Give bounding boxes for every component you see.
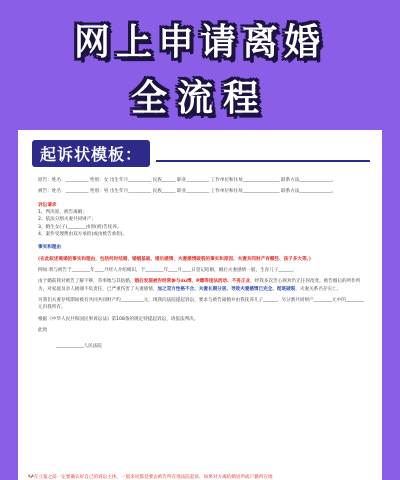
facts-text: ，夫妻关系名存实亡。 [295,286,342,292]
claim-item: 4、案件受理费由双方承担(或由被告承担)。 [38,232,128,238]
document-title: 起诉状模板： [32,140,150,167]
poster-title-line2: 全流程 [130,78,269,119]
facts-highlight-red: 婚后发现被告经常参与du博、P嫖等违法活动、不务正业 [134,279,251,285]
facts-title: 事实和理由 [38,245,61,251]
claims-title: 诉讼请求 [38,202,57,208]
document-body [18,167,382,350]
facts-note: (在此叙述离婚的事实和理由，包括何时结婚、婚姻基础、婚后感情、夫妻感情破裂的事实和原因、夫妻共同财产有哪些、孩子多大等。) [38,256,311,262]
closing-salutation: 此致 [38,328,48,334]
bottom-tip: 🐶在立案之前一定要确认好自己的诉讼主体，一般来说都是要去被告所在地法院起诉，如果对方离结婚居所或户籍所在地 [28,475,273,480]
claim-item: 3、婚生女(子)________由原(被)告抚养。 [38,224,122,230]
plaintiff-line: 原告：姓名：__________ 性别：女 出生年月__________ 民族______ 职业__________ 工作单位和住址________________ 联系方法______________。 [38,178,337,183]
legal-basis: 根据《中华人民共和国民事诉讼法》第108条的规定特提起诉讼，请依法判决。 [38,316,199,322]
facts-text: ，经我多次苦心规劝仍无任何改变。被告婚后的所作所为，对家庭及亲人极端不负责任，已严重伤害了夫妻感情， [38,279,361,292]
claim-item: 2、依法分割夫妻共同财产； [38,217,97,223]
court-name: ____________人民法院 [56,343,102,349]
document-sheet [18,130,382,480]
facts-paragraph-1: 例如:我与被告于________年____月经人介绍相识，于________年____月____日登记结婚，婚后夫妻感情一般，生育儿子______。 [38,268,297,274]
claim-item: 1、判决原、被告离婚； [38,210,87,216]
poster-title-line1: 网上申请离婚 [73,22,326,63]
facts-paragraph-2 [38,278,368,293]
facts-paragraph-3: 另我们夫妻存续期间被有共同共同财产约__________元，现我向法院提起诉讼，要求与被告离婚并由我抚养儿子______，另分割共同财产________元中的________元归我所有。 [38,298,365,311]
defendant-line: 被告：姓名：__________ 性别：男 出生年月__________ 民族______ 职业__________ 工作单位和住址________________ 联系方法______________。 [38,189,337,195]
facts-highlight-blue: 加之双方性格不合、夫妻长期分居、导致夫妻感情已完全、彻底破裂 [157,286,296,292]
header-divider [156,160,370,162]
facts-text: 由于婚前我对被告了解不够，草率地与其结婚， [38,279,135,285]
document-header [18,130,382,167]
